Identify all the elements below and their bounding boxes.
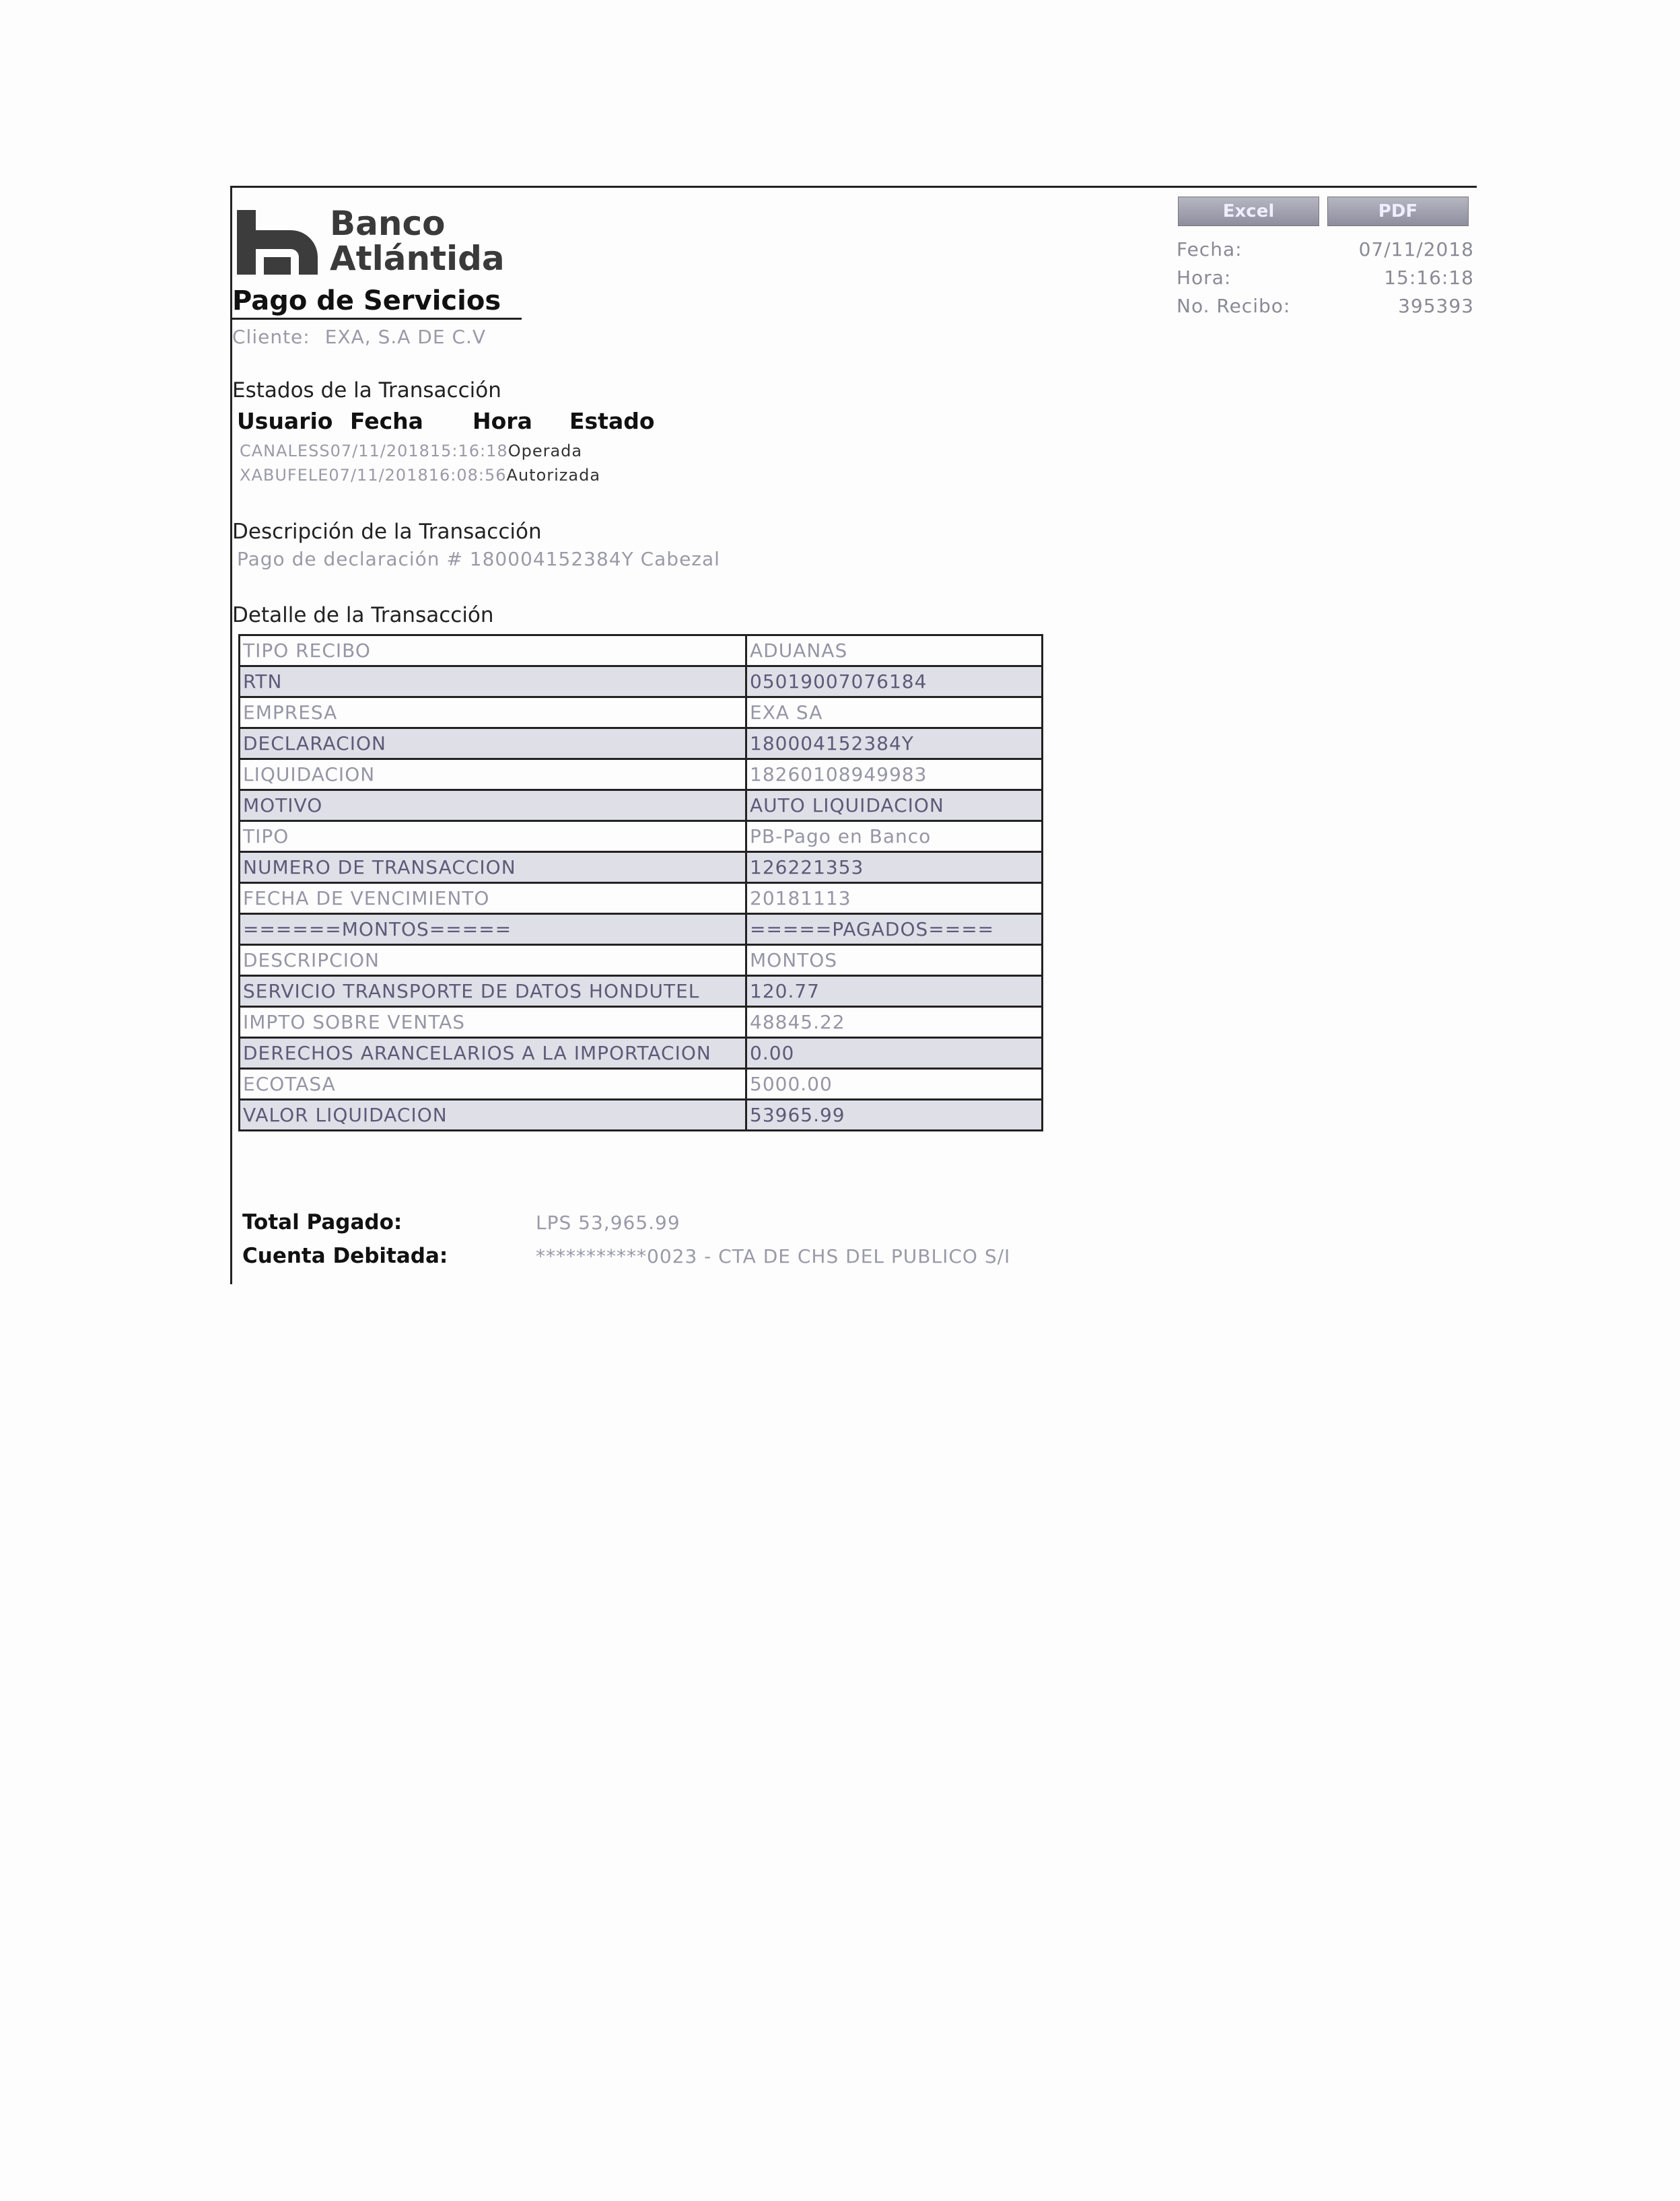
detail-label: TIPO [240,821,746,852]
estados-usuario: XABUFELE [240,466,329,485]
table-row [240,1069,1043,1100]
estados-row [240,466,600,485]
detail-value: 180004152384Y [746,728,1043,759]
bank-name-line1: Banco [330,204,446,243]
detail-label: RTN [240,666,746,697]
detail-label: NUMERO DE TRANSACCION [240,852,746,883]
left-border [230,186,232,1284]
table-row [240,1038,1043,1069]
table-row [240,1007,1043,1038]
estados-col-estado: Estado [569,408,655,434]
detail-value: =====PAGADOS==== [746,914,1043,945]
client-line [232,326,501,348]
estados-fecha: 07/11/2018 [328,466,429,485]
recibo-value: 395393 [1398,295,1474,317]
recibo-label: No. Recibo: [1177,295,1291,317]
detail-label: ECOTASA [240,1069,746,1100]
estados-estado: Autorizada [506,466,601,485]
bank-logo-icon [237,210,318,275]
detail-value: 0.00 [746,1038,1043,1069]
meta-fecha [1177,238,1477,264]
detail-label: DESCRIPCION [240,945,746,976]
detalle-section-title: Detalle de la Transacción [232,603,494,627]
detail-value: 5000.00 [746,1069,1043,1100]
total-pagado-value: LPS 53,965.99 [536,1212,680,1234]
estados-col-fecha: Fecha [350,408,423,434]
detail-value: PB-Pago en Banco [746,821,1043,852]
table-row [240,635,1043,666]
export-excel-button[interactable]: Excel [1178,197,1319,226]
detail-value: 05019007076184 [746,666,1043,697]
table-row [240,852,1043,883]
total-pagado-label: Total Pagado: [242,1210,403,1234]
table-row [240,914,1043,945]
table-row [240,759,1043,790]
fecha-label: Fecha: [1177,238,1242,260]
table-row [240,1100,1043,1131]
estados-section-title: Estados de la Transacción [232,378,501,403]
detail-label: SERVICIO TRANSPORTE DE DATOS HONDUTEL [240,976,746,1007]
bank-name [330,206,505,276]
estados-fecha: 07/11/2018 [330,442,430,460]
detail-label: MOTIVO [240,790,746,821]
detail-value: MONTOS [746,945,1043,976]
meta-hora [1177,267,1477,292]
estados-hora: 15:16:18 [429,442,508,460]
detail-label: EMPRESA [240,697,746,728]
detail-label: IMPTO SOBRE VENTAS [240,1007,746,1038]
table-row [240,697,1043,728]
table-row [240,976,1043,1007]
detail-value: 20181113 [746,883,1043,914]
detail-label: TIPO RECIBO [240,635,746,666]
estados-hora: 16:08:56 [428,466,507,485]
cuenta-debitada-value: ***********0023 - CTA DE CHS DEL PUBLICO S/I [536,1245,1011,1267]
detail-value: 53965.99 [746,1100,1043,1131]
estados-usuario: CANALESS [240,442,330,460]
detail-label: FECHA DE VENCIMIENTO [240,883,746,914]
export-pdf-button[interactable]: PDF [1327,197,1469,226]
bank-logo [237,206,526,281]
descripcion-value: Pago de declaración # 180004152384Y Cabezal [237,548,720,570]
table-row [240,945,1043,976]
fecha-value: 07/11/2018 [1358,238,1474,260]
detalle-table [238,634,1043,1131]
table-row [240,728,1043,759]
page-title: Pago de Servicios [232,285,522,320]
detail-value: AUTO LIQUIDACION [746,790,1043,821]
detail-label: DECLARACION [240,728,746,759]
detail-value: 18260108949983 [746,759,1043,790]
detail-value: EXA SA [746,697,1043,728]
detail-label: ======MONTOS===== [240,914,746,945]
estados-row [240,442,582,460]
detail-value: 48845.22 [746,1007,1043,1038]
hora-label: Hora: [1177,267,1232,289]
cuenta-debitada-label: Cuenta Debitada: [242,1244,448,1268]
detail-label: VALOR LIQUIDACION [240,1100,746,1131]
bank-name-line2: Atlántida [330,239,505,278]
client-value: EXA, S.A DE C.V [324,326,487,348]
table-row [240,821,1043,852]
detail-label: DERECHOS ARANCELARIOS A LA IMPORTACION [240,1038,746,1069]
estados-col-usuario: Usuario [237,408,333,434]
estados-estado: Operada [508,442,583,460]
table-row [240,883,1043,914]
detail-label: LIQUIDACION [240,759,746,790]
meta-recibo [1177,295,1477,320]
estados-col-hora: Hora [473,408,532,434]
top-border [230,186,1477,188]
table-row [240,790,1043,821]
detail-value: 120.77 [746,976,1043,1007]
detail-value: 126221353 [746,852,1043,883]
descripcion-section-title: Descripción de la Transacción [232,520,542,544]
hora-value: 15:16:18 [1384,267,1474,289]
table-row [240,666,1043,697]
detail-value: ADUANAS [746,635,1043,666]
client-label: Cliente: [232,326,310,348]
